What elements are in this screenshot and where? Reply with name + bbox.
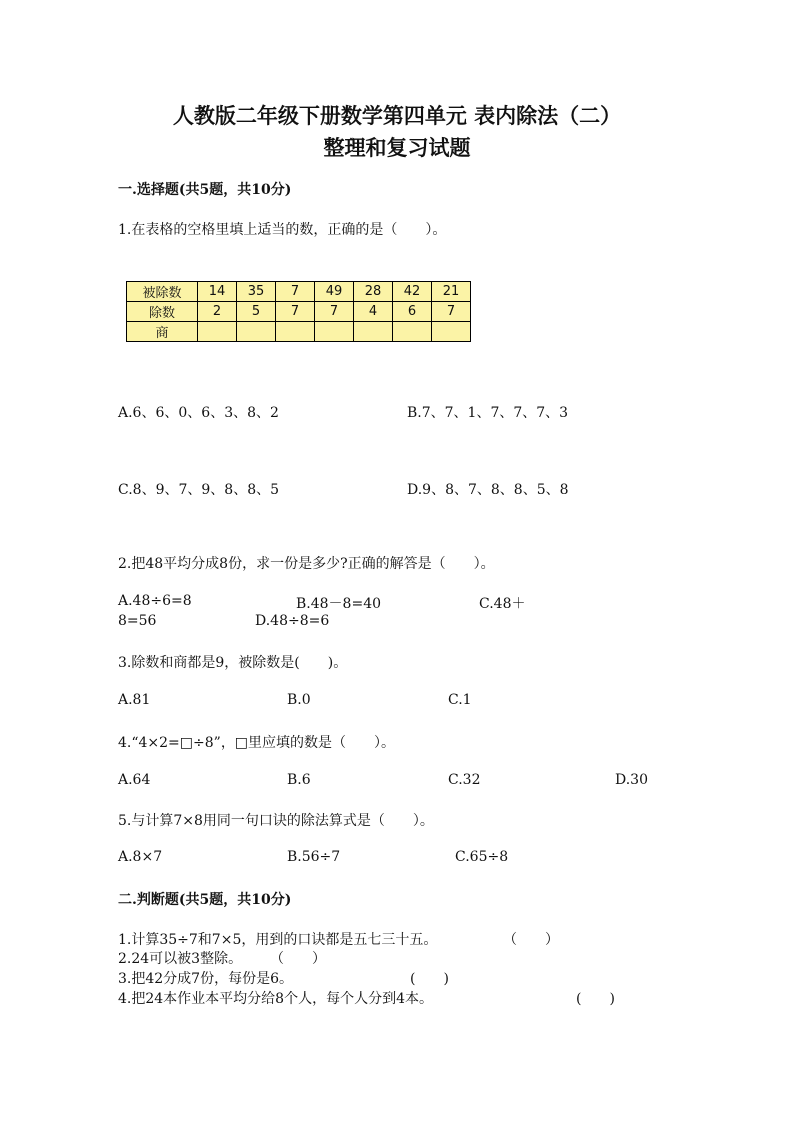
section-heading-choice: 一.选择题(共5题，共10分) bbox=[118, 182, 292, 198]
option-c: C.65÷8 bbox=[455, 849, 509, 865]
table-cell: 7 bbox=[276, 302, 315, 322]
option-a: A.64 bbox=[118, 772, 151, 788]
table-cell: 7 bbox=[432, 302, 471, 322]
table-cell: 除数 bbox=[127, 302, 198, 322]
page-subtitle: 整理和复习试题 bbox=[323, 135, 471, 160]
table-cell bbox=[354, 322, 393, 342]
answer-blank: ( ) bbox=[410, 971, 449, 987]
option-c-continued: 8=56 bbox=[118, 613, 157, 629]
option-d: D.9、8、7、8、8、5、8 bbox=[407, 482, 569, 498]
table-cell bbox=[315, 322, 354, 342]
option-c: C.32 bbox=[448, 772, 481, 788]
table-cell: 被除数 bbox=[127, 282, 198, 302]
table-cell: 2 bbox=[198, 302, 237, 322]
option-b: B.0 bbox=[287, 692, 311, 708]
table-cell: 21 bbox=[432, 282, 471, 302]
answer-blank: （ ） bbox=[503, 932, 559, 948]
table-cell: 7 bbox=[315, 302, 354, 322]
table-cell bbox=[198, 322, 237, 342]
judgement-item-1: 1.计算35÷7和7×5，用到的口诀都是五七三十五。 bbox=[118, 932, 438, 948]
table-cell bbox=[393, 322, 432, 342]
option-d: D.48÷8=6 bbox=[255, 613, 330, 629]
answer-blank: （ ） bbox=[270, 951, 326, 967]
option-a: A.48÷6=8 bbox=[118, 593, 192, 609]
option-a: A.8×7 bbox=[118, 849, 163, 865]
table-cell bbox=[276, 322, 315, 342]
option-b: B.6 bbox=[287, 772, 311, 788]
question-5: 5.与计算7×8用同一句口诀的除法算式是（ ）。 bbox=[118, 813, 434, 829]
table-cell bbox=[237, 322, 276, 342]
question-4: 4.“4×2=□÷8”，□里应填的数是（ ）。 bbox=[118, 735, 396, 751]
judgement-item-4: 4.把24本作业本平均分给8个人，每个人分到4本。 bbox=[118, 991, 433, 1007]
question-3: 3.除数和商都是9，被除数是( )。 bbox=[118, 655, 348, 671]
page-title: 人教版二年级下册数学第四单元 表内除法（二） bbox=[172, 103, 622, 128]
table-cell: 5 bbox=[237, 302, 276, 322]
judgement-item-2: 2.24可以被3整除。 bbox=[118, 951, 243, 967]
option-a: A.6、6、0、6、3、8、2 bbox=[118, 405, 279, 421]
option-a: A.81 bbox=[118, 692, 151, 708]
section-heading-judgement: 二.判断题(共5题，共10分) bbox=[118, 892, 292, 908]
table-cell bbox=[432, 322, 471, 342]
table-cell: 35 bbox=[237, 282, 276, 302]
table-cell: 6 bbox=[393, 302, 432, 322]
question-1: 1.在表格的空格里填上适当的数，正确的是（ ）。 bbox=[118, 222, 447, 238]
answer-blank: ( ) bbox=[576, 991, 615, 1007]
option-b: B.48－8=40 bbox=[296, 596, 382, 612]
table-cell: 商 bbox=[127, 322, 198, 342]
option-c: C.1 bbox=[448, 692, 472, 708]
table-cell: 42 bbox=[393, 282, 432, 302]
option-c: C.8、9、7、9、8、8、5 bbox=[118, 482, 280, 498]
table-cell: 14 bbox=[198, 282, 237, 302]
table-cell: 28 bbox=[354, 282, 393, 302]
table-cell: 7 bbox=[276, 282, 315, 302]
option-b: B.56÷7 bbox=[287, 849, 341, 865]
table-row bbox=[127, 302, 471, 322]
table-cell: 4 bbox=[354, 302, 393, 322]
division-table bbox=[126, 281, 471, 342]
judgement-item-3: 3.把42分成7份，每份是6。 bbox=[118, 971, 293, 987]
option-b: B.7、7、1、7、7、7、3 bbox=[407, 405, 569, 421]
table-row bbox=[127, 282, 471, 302]
option-d: D.30 bbox=[615, 772, 648, 788]
table-cell: 49 bbox=[315, 282, 354, 302]
question-2: 2.把48平均分成8份，求一份是多少?正确的解答是（ ）。 bbox=[118, 556, 495, 572]
option-c: C.48＋ bbox=[479, 596, 526, 612]
table-row bbox=[127, 322, 471, 342]
